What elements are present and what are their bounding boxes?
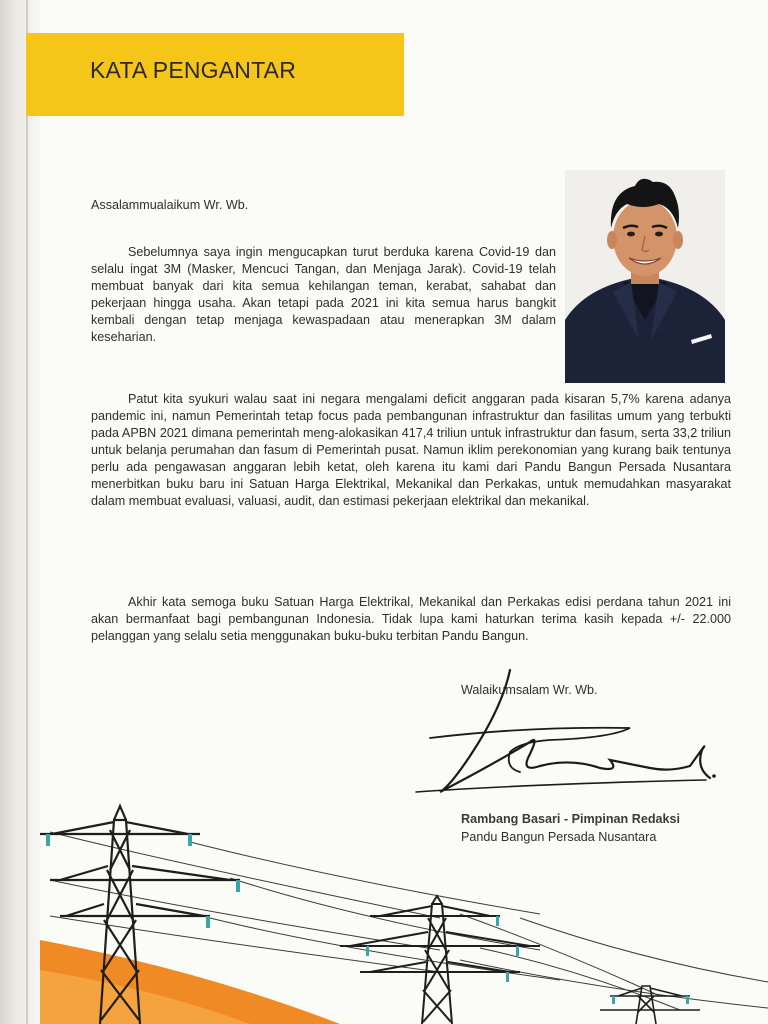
paragraph-1: Sebelumnya saya ingin mengucapkan turut berduka karena Covid-19 dan selalu ingat 3M (Masker, Mencuci Tangan, dan Menjaga Jarak). Covid-19 telah membuat banyak dari kita semua kehilangan teman, kerabat, sahabat dan pekerjaan hingga usaha. Akan tetapi pada 2021 ini kita semua harus bangkit kembali dengan tetap menjaga kewaspadaan atau menerapkan 3M dalam keseharian. bbox=[91, 245, 556, 344]
author-photo bbox=[565, 170, 725, 383]
page-fold-line bbox=[26, 0, 28, 1024]
signature bbox=[410, 668, 730, 808]
paragraph-2: Patut kita syukuri walau saat ini negara mengalami deficit anggaran pada kisaran 5,7% karena adanya pandemic ini, namun Pemerintah tetap focus pada pembangunan infrastruktur dan fasilitas umum yang terbukti pada APBN 2021 dimana pemerintah meng-alokasikan 417,4 triliun untuk infrastruktur dan fasum, serta 33,2 triliun untuk belanja perumahan dan fasum di Pemerintah pusat. Namun iklim perekonomian yang kurang baik tentunya perlu ada pengawasan anggaran lebih ketat, oleh karena itu kami dari Pandu Bangun Persada Nusantara menerbitkan buku baru ini Satuan Harga Elektrikal, Mekanikal dan Perkakas, untuk memudahkan masyarakat dalam membuat evaluasi, valuasi, audit, dan estimasi pekerjaan elektrikal dan mekanikal. bbox=[91, 392, 731, 508]
paragraph-3: Akhir kata semoga buku Satuan Harga Elektrikal, Mekanikal dan Perkakas edisi perdana tahun 2021 ini akan bermanfaat bagi pembangunan Indonesia. Tidak lupa kami haturkan terima kasih kepada +/- 22.000 pelanggan yang selalu setia menggunakan buku-buku terbitan Pandu Bangun. bbox=[91, 595, 731, 643]
page-binding-edge bbox=[0, 0, 40, 1024]
signatory-organization: Pandu Bangun Persada Nusantara bbox=[461, 830, 657, 844]
greeting: Assalammualaikum Wr. Wb. bbox=[91, 198, 249, 212]
author-photo-illustration bbox=[565, 170, 725, 383]
page-title: KATA PENGANTAR bbox=[90, 57, 297, 83]
signatory-name: Rambang Basari - Pimpinan Redaksi bbox=[461, 812, 681, 826]
power-pylons-illustration bbox=[40, 800, 768, 1024]
closing-greeting: Walaikumsalam Wr. Wb. bbox=[461, 683, 598, 697]
